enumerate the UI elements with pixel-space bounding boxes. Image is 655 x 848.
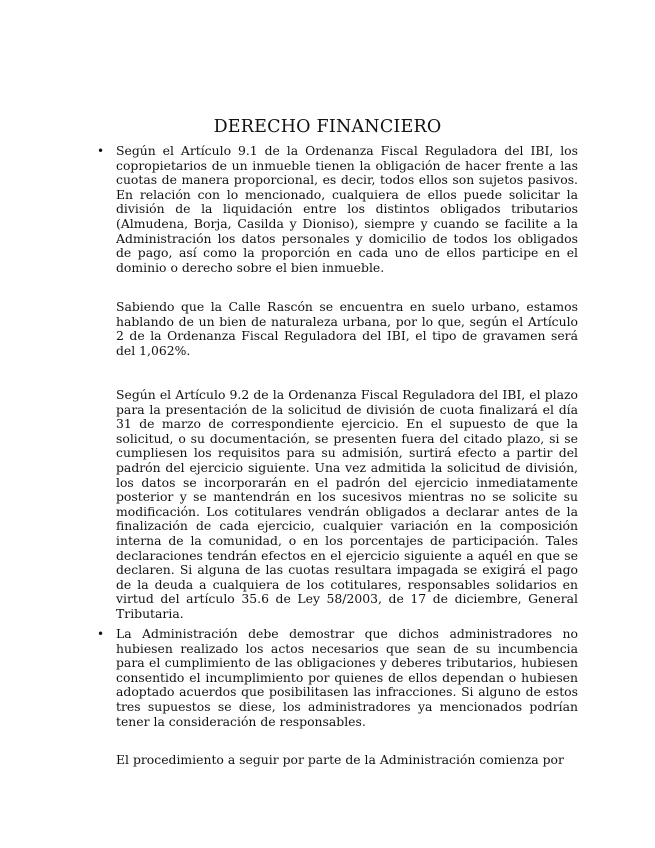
paragraph-procedimiento: El procedimiento a seguir por parte de la Administración comienza por	[116, 752, 564, 767]
bullet-marker: •	[97, 627, 105, 641]
bullet-marker: •	[97, 144, 105, 158]
paragraph-administradores: La Administración debe demostrar que dichos administradores no hubiesen realizado los actos necesarios que sean de su incumbencia para el cumplimiento de las obligaciones y deberes tributarios, hubiesen consentido el incumplimiento por quienes de ellos dependan o hubiesen adoptado acuerdos que posibilitasen las infracciones. Si alguno de estos tres supuestos se diese, los administradores ya mencionados podrían tener la consideración de responsables.	[116, 626, 578, 729]
document-title: DERECHO FINANCIERO	[213, 117, 442, 137]
paragraph-plazo-solicitud: Según el Artículo 9.2 de la Ordenanza Fiscal Reguladora del IBI, el plazo para la presentación de la solicitud de división de cuota finalizará el día 31 de marzo de correspondiente ejercicio. En el supuesto de que la solicitud, o su documentación, se presenten fuera del citado plazo, si se cumpliesen los requisitos para su admisión, surtirá efecto a partir del padrón del ejercicio siguiente. Una vez admitida la solicitud de división, los datos se incorporarán en el padrón del ejercicio inmediatamente posterior y se mantendrán en los sucesivos mientras no se solicite su modificación. Los cotitulares vendrán obligados a declarar antes de la finalización de cada ejercicio, cualquier variación en la composición interna de la comunidad, o en los porcentajes de participación. Tales declaraciones tendrán efectos en el ejercicio siguiente a aquél en que se declaren. Si alguna de las cuotas resultara impagada se exigirá el pago de la deuda a cualquiera de los cotitulares, responsables solidarios en virtud del artículo 35.6 de Ley 58/2003, de 17 de diciembre, General Tributaria.	[116, 387, 578, 621]
paragraph-tipo-gravamen: Sabiendo que la Calle Rascón se encuentra en suelo urbano, estamos hablando de un bien de naturaleza urbana, por lo que, según el Artículo 2 de la Ordenanza Fiscal Reguladora del IBI, el tipo de gravamen será del 1,062%.	[116, 299, 578, 358]
paragraph-division-liquidacion: Según el Artículo 9.1 de la Ordenanza Fiscal Reguladora del IBI, los copropietarios de un inmueble tienen la obligación de hacer frente a las cuotas de manera proporcional, es decir, todos ellos son sujetos pasivos. En relación con lo mencionado, cualquiera de ellos puede solicitar la división de la liquidación entre los distintos obligados tributarios (Almudena, Borja, Casilda y Dioniso), siempre y cuando se facilite a la Administración los datos personales y domicilio de todos los obligados de pago, así como la proporción en cada uno de ellos participe en el dominio o derecho sobre el bien inmueble.	[116, 143, 578, 275]
